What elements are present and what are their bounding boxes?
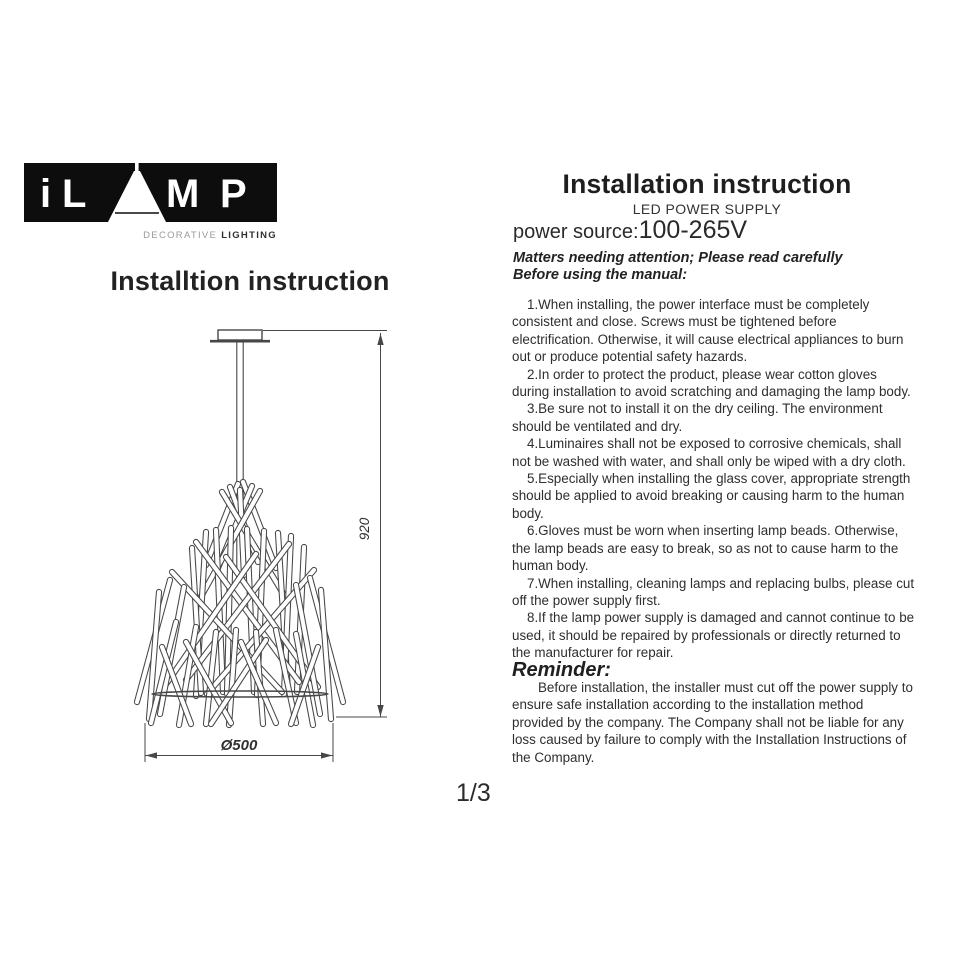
chandelier-technical-drawing [100,315,420,780]
instruction-list [512,296,916,766]
reminder-heading: Reminder: [512,658,611,681]
rod-cluster [137,482,343,725]
instruction-item: 7.When installing, cleaning lamps and replacing bulbs, please cut off the power supply first. [512,575,915,608]
instruction-item: 5.Especially when installing the glass cover, appropriate strength should be applied to avoid breaking or causing harm to the human body. [512,471,911,521]
logo-letter-l: L [62,172,87,216]
instruction-item: 8.If the lamp power supply is damaged and cannot continue to be used, it should be repaired by professionals or directly returned to the manufacturer for repair. [512,610,915,661]
attention-note [513,250,953,284]
instruction-item: 6.Gloves must be worn when inserting lamp beads. Otherwise, the lamp beads are easy to break, so as not to cause harm to the human body. [512,523,899,574]
logo-letter-m: M [166,172,200,216]
right-subtitle: LED POWER SUPPLY [632,201,782,217]
attention-line-2: Before using the manual: [513,267,688,283]
page-number: 1/3 [456,779,491,807]
ceiling-canopy [210,330,270,341]
instruction-item: 2.In order to protect the product, please wear cotton gloves during installation to avoid scratching and damaging the lamp body. [512,366,911,400]
instruction-item: 3.Be sure not to install it on the dry ceiling. The environment should be ventilated and dry. [512,401,883,434]
power-source-value: 100-265V [638,216,748,244]
instruction-item: 1.When installing, the power interface must be completely consistent and close. Screws must be tightened before electrification. Otherwise, it will cause electrical appliances to burn out or produce potential safety hazards. [512,297,904,365]
diameter-label: Ø500 [220,737,258,754]
power-source-line [513,216,747,245]
ilamp-logo-icon [24,163,277,222]
right-title: Installation instruction [562,169,852,199]
logo-letter-i: i [40,172,52,216]
brand-tagline [24,230,277,241]
tagline-decorative: DECORATIVE [143,230,218,241]
left-section-heading: Installtion instruction [110,266,390,296]
instruction-item: 4.Luminaires shall not be exposed to corrosive chemicals, shall not be washed with water, and shall only be wiped with a dry cloth. [512,436,906,469]
brand-logo [24,163,277,241]
tagline-lighting: LIGHTING [221,230,277,241]
height-label: 920 [357,517,372,541]
attention-line-1: Matters needing attention; Please read carefully [513,250,843,266]
reminder-text: Before installation, the installer must cut off the power supply to ensure safe installation according to the installation method provided by the company. The Company shall not be liable for any loss caused by failure to comply with the Installation Instructions of the Company. [512,679,913,765]
dimension-diameter [145,723,333,762]
logo-letter-p: P [220,172,247,216]
power-source-label: power source: [513,221,639,243]
